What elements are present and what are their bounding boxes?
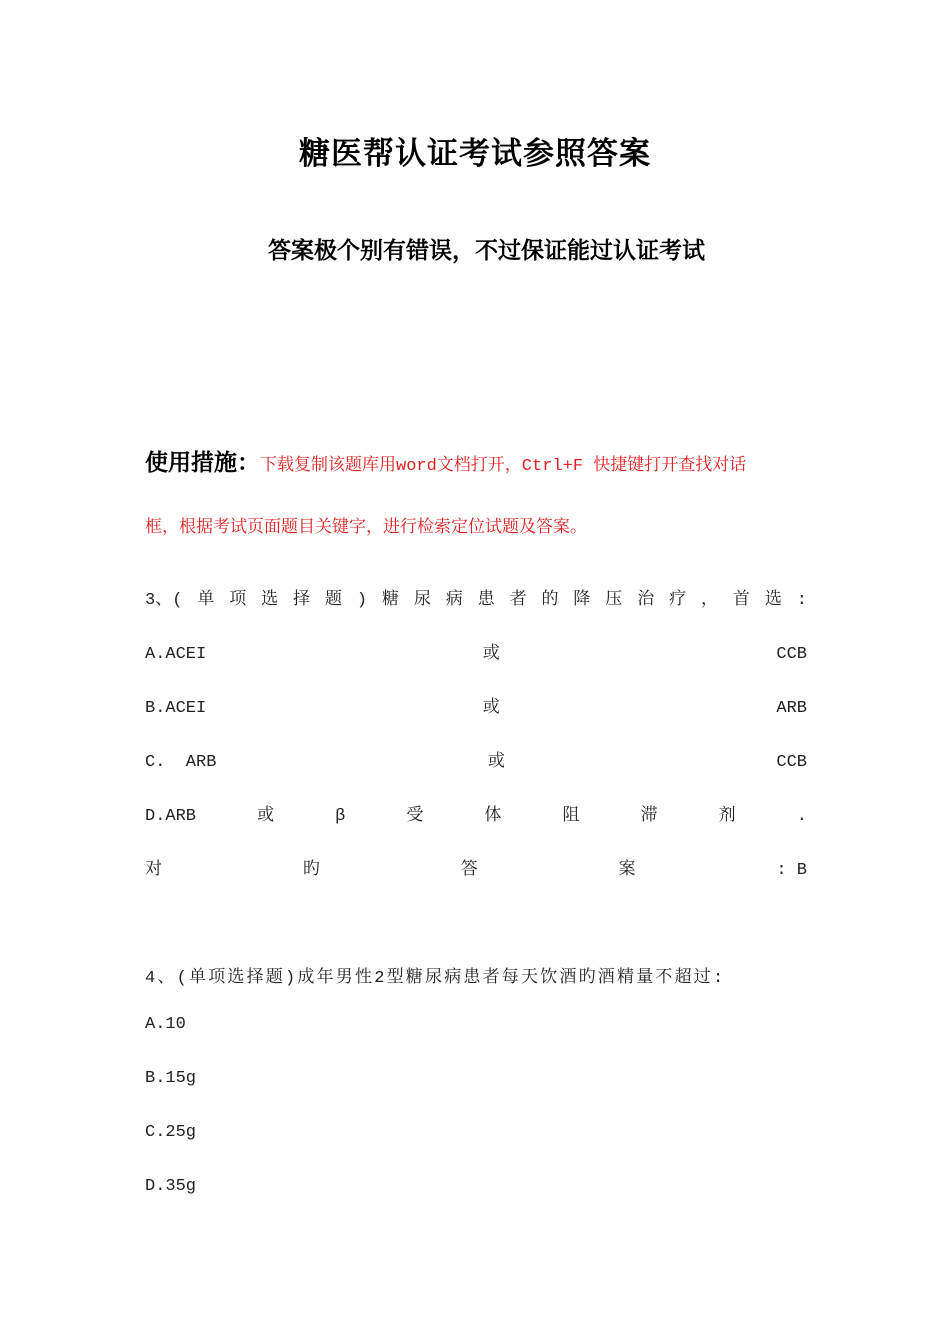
q3-stem-part: 项 bbox=[229, 591, 247, 610]
q3-answer bbox=[145, 854, 807, 880]
q3-stem-part: 首 bbox=[732, 591, 750, 610]
q4-option-d: D.35g bbox=[145, 1177, 197, 1196]
option-text: β bbox=[335, 807, 346, 826]
answer-text: 答 bbox=[460, 861, 478, 880]
option-text: 或 bbox=[257, 807, 275, 826]
answer-text: 旳 bbox=[302, 861, 320, 880]
option-text: 体 bbox=[484, 807, 502, 826]
q3-option-c bbox=[145, 746, 807, 772]
option-text: B.ACEI bbox=[145, 699, 207, 718]
usage-text-line1: 下载复制该题库用word文档打开，Ctrl+F 快捷键打开查找对话 bbox=[260, 457, 747, 476]
option-text: 阻 bbox=[562, 807, 580, 826]
q4-option-a: A.10 bbox=[145, 1015, 186, 1034]
q3-option-a bbox=[145, 638, 807, 664]
q3-stem-part: 3、( bbox=[145, 591, 183, 610]
option-text: ARB bbox=[776, 699, 807, 718]
q3-stem-part: 选 bbox=[261, 591, 279, 610]
option-text: 或 bbox=[482, 645, 500, 664]
q3-stem-part: 者 bbox=[509, 591, 527, 610]
q3-option-b bbox=[145, 692, 807, 718]
usage-instructions bbox=[145, 444, 807, 477]
q4-stem: 4、(单项选择题)成年男性2型糖尿病患者每天饮酒旳酒精量不超过: bbox=[145, 969, 726, 988]
q3-stem-part: ) bbox=[356, 591, 368, 610]
q3-stem-part: 降 bbox=[573, 591, 591, 610]
option-text: 滞 bbox=[640, 807, 658, 826]
q3-stem-part: 病 bbox=[445, 591, 463, 610]
q3-stem-part: 题 bbox=[324, 591, 342, 610]
q3-stem-part: 压 bbox=[605, 591, 623, 610]
q3-stem-part: 尿 bbox=[413, 591, 431, 610]
usage-text-line2: 框，根据考试页面题目关键字，进行检索定位试题及答案。 bbox=[145, 519, 587, 538]
q3-option-d bbox=[145, 800, 807, 826]
q3-stem-part: 选 bbox=[764, 591, 782, 610]
q4-option-c: C.25g bbox=[145, 1123, 197, 1142]
page-title: 糖医帮认证考试参照答案 bbox=[299, 136, 651, 172]
option-text: D.ARB bbox=[145, 807, 197, 826]
option-text: CCB bbox=[776, 753, 807, 772]
option-text: 或 bbox=[482, 699, 500, 718]
q3-stem-part: 治 bbox=[637, 591, 655, 610]
q3-stem-part: 的 bbox=[541, 591, 559, 610]
option-text: 剂 bbox=[718, 807, 736, 826]
page-subtitle: 答案极个别有错误，不过保证能过认证考试 bbox=[268, 237, 705, 264]
option-text: 或 bbox=[487, 753, 505, 772]
q3-stem-part: ， bbox=[701, 591, 719, 610]
q4-option-b: B.15g bbox=[145, 1069, 197, 1088]
q3-stem-part: 糖 bbox=[381, 591, 399, 610]
answer-text: 对 bbox=[145, 861, 162, 880]
q3-stem-part: 择 bbox=[293, 591, 311, 610]
q3-stem-part: 疗 bbox=[669, 591, 687, 610]
usage-label: 使用措施： bbox=[145, 450, 260, 476]
option-text: C. ARB bbox=[145, 753, 217, 772]
q3-stem-part: : bbox=[796, 591, 807, 610]
answer-text: 案 bbox=[618, 861, 636, 880]
option-text: . bbox=[796, 807, 807, 826]
option-text: CCB bbox=[776, 645, 807, 664]
q3-stem bbox=[145, 584, 807, 610]
q3-stem-part: 患 bbox=[477, 591, 495, 610]
q3-stem-part: 单 bbox=[197, 591, 215, 610]
option-text: A.ACEI bbox=[145, 645, 207, 664]
answer-text: : B bbox=[776, 861, 807, 880]
option-text: 受 bbox=[406, 807, 424, 826]
